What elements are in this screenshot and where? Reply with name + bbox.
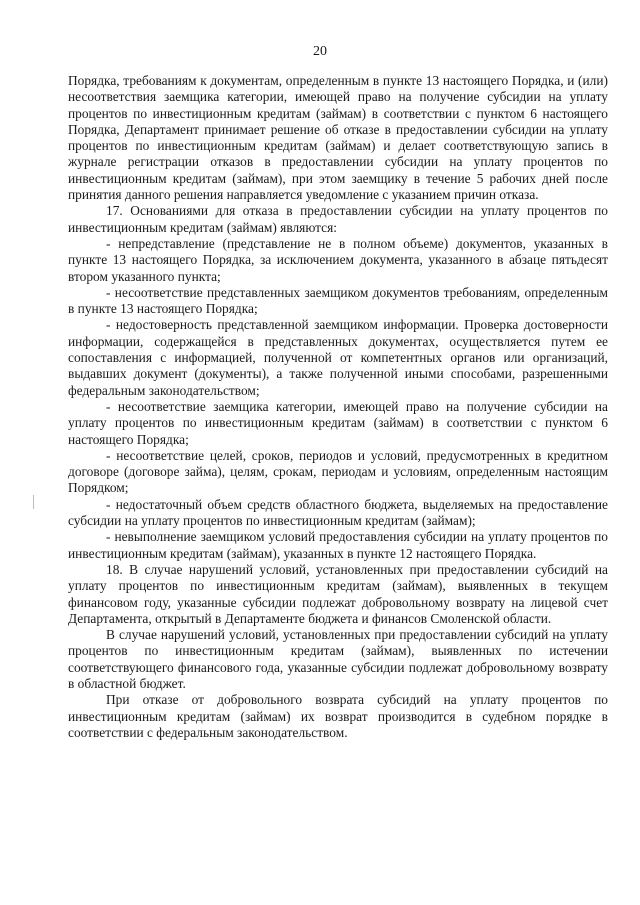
list-item-conditions-not-met: - невыполнение заемщиком условий предоставления субсидии на уплату процентов по инвестиционным кредитам (займам), указанных в пункте 12 настоящего Порядка.	[68, 529, 608, 561]
paragraph-18: 18. В случае нарушений условий, установленных при предоставлении субсидий на уплату процентов по инвестиционным кредитам (займам), выявленных в текущем финансовом году, указанные субсидии подлежат добровольному возврату на лицевой счет Департамента, открытый в Департаменте бюджета и финансов Смоленской области.	[68, 561, 608, 626]
paragraph-continuation: Порядка, требованиям к документам, определенным в пункте 13 настоящего Порядка, и (или) несоответствия заемщика категории, имеющей право на получение субсидии на уплату процентов по инвестиционным кредитам (займам) в соответствии с пунктом 6 настоящего Порядка, Департамент принимает решение об отказе в предоставлении субсидии на уплату процентов по инвестиционным кредитам (займам) и делает соответствующую запись в журнале регистрации отказов в предоставлении субсидии на уплату процентов по инвестиционным кредитам (займам), при этом заемщику в течение 5 рабочих дней после принятия данного решения направляется уведомление с указанием причин отказа.	[68, 73, 608, 203]
scan-artifact	[33, 495, 34, 509]
list-item-document-mismatch: - несоответствие представленных заемщиком документов требованиям, определенным в пункте 13 настоящего Порядка;	[68, 284, 608, 317]
paragraph-violation-after-year: В случае нарушений условий, установленных при предоставлении субсидий на уплату процентов по инвестиционным кредитам (займам), выявленных по истечении соответствующего финансового года, указанные субсидии подлежат добровольному возврату в областной бюджет.	[68, 627, 608, 691]
list-item-terms-mismatch: - несоответствие целей, сроков, периодов и условий, предусмотренных в кредитном договоре (договоре займа), целям, срокам, периодам и условиям, определенным настоящим Порядком;	[68, 447, 608, 496]
paragraph-refusal-to-return: При отказе от добровольного возврата субсидий на уплату процентов по инвестиционным кредитам (займам) их возврат производится в судебном порядке в соответствии с федеральным законодательством.	[68, 692, 608, 740]
paragraph-17-heading: 17. Основаниями для отказа в предоставлении субсидии на уплату процентов по инвестиционным кредитам (займам) являются:	[68, 203, 608, 235]
document-body	[68, 73, 608, 741]
list-item-unreliable-info: - недостоверность представленной заемщиком информации. Проверка достоверности информации, содержащейся в представленных документах, осуществляется путем ее сопоставления с информацией, полученной от компетентных органов или организаций, выдавших документ (документы), а также полученной иными способами, разрешенными федеральным законодательством;	[68, 317, 608, 398]
list-item-category-mismatch: - несоответствие заемщика категории, имеющей право на получение субсидии на уплату процентов по инвестиционным кредитам (займам) в соответствии с пунктом 6 настоящего Порядка;	[68, 398, 608, 447]
page-number: 20	[313, 44, 327, 59]
list-item-nonsubmission: - непредставление (представление не в полном объеме) документов, указанных в пункте 13 настоящего Порядка, за исключением документа, указанного в абзаце пятьдесят втором указанного пункта;	[68, 235, 608, 284]
list-item-insufficient-budget: - недостаточный объем средств областного бюджета, выделяемых на предоставление субсидии на уплату процентов по инвестиционным кредитам (займам);	[68, 496, 608, 529]
